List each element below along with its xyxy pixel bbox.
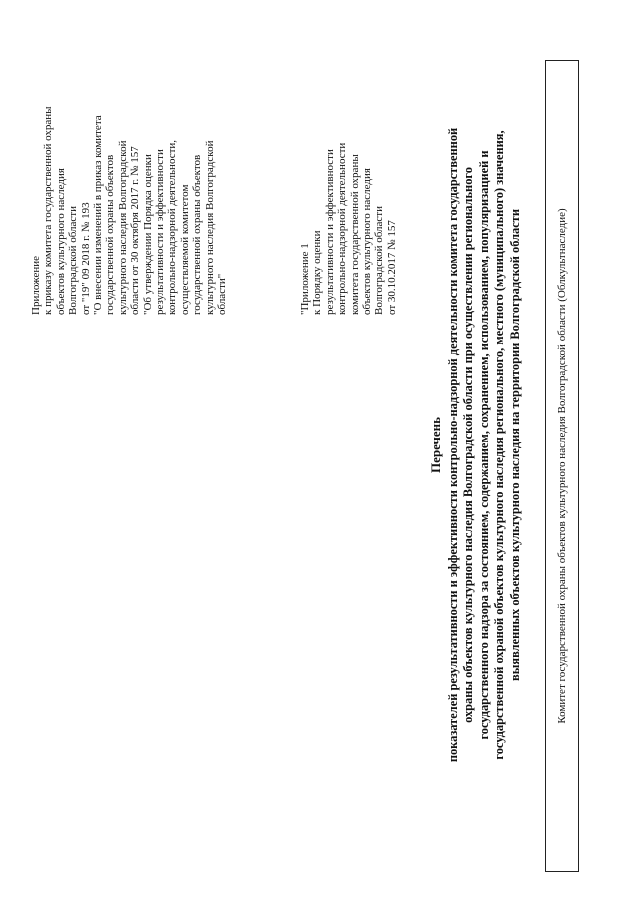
appendix-line: результативности и эффективности <box>154 149 167 315</box>
appendix-line: культурного наследия Волгоградской <box>116 140 129 315</box>
title-heading: Перечень <box>428 416 443 474</box>
appendix-line: контрольно-надзорной деятельности, <box>166 139 179 315</box>
appendix-procedure-reference <box>299 55 398 315</box>
appendix-line: Волгоградской области <box>373 206 386 315</box>
appendix-line: к приказу комитета государственной охраны <box>42 106 55 315</box>
document-title <box>428 45 524 845</box>
title-line: показателей результативности и эффективности контрольно-надзорной деятельности комитета государственной <box>445 127 460 763</box>
title-line: государственной охраной объектов культурного наследия регионального, местного (муниципального) значения, <box>492 130 507 760</box>
appendix-order-reference <box>30 55 229 315</box>
appendix-line: "Об утверждении Порядка оценки <box>141 154 154 315</box>
appendix-line: от "19" 09 2018 г. № 193 <box>79 202 92 315</box>
appendix-line: объектов культурного наследия <box>361 168 374 315</box>
appendix-line: к Порядку оценки <box>311 230 324 315</box>
appendix-line: Волгоградской области <box>67 206 80 315</box>
appendix-line: результативности и эффективности <box>323 149 336 315</box>
appendix-line: "О внесении изменений в приказ комитета <box>92 115 105 315</box>
title-line: выявленных объектов культурного наследия на территории Волгоградской области <box>507 209 522 681</box>
appendix-line: культурного наследия Волгоградской <box>203 140 216 315</box>
appendix-line: объектов культурного наследия <box>54 168 67 315</box>
title-line: охраны объектов культурного наследия Волгоградской области при осуществлении регионального <box>461 167 476 723</box>
appendix-line: области" <box>216 273 229 315</box>
appendix-line: государственной охраны объектов <box>104 154 117 315</box>
agency-name-box <box>545 60 579 872</box>
appendix-line: от 30.10.2017 № 157 <box>385 220 398 315</box>
appendix-line: осуществляемой комитетом <box>178 184 191 315</box>
appendix-line: государственной охраны объектов <box>191 154 204 315</box>
agency-name: Комитет государственной охраны объектов культурного наследия Волгоградской области (Облкультнаследие) <box>556 208 568 724</box>
appendix-line: "Приложение 1 <box>299 243 311 315</box>
appendix-line: комитета государственной охраны <box>348 154 361 315</box>
appendix-line: Приложение <box>30 255 42 315</box>
title-line: государственного надзора за состоянием, содержанием, сохранением, использованием, популяризацией и <box>476 150 491 740</box>
appendix-line: области от 30 октября 2017 г. № 157 <box>129 146 142 315</box>
appendix-line: контрольно-надзорной деятельности <box>336 142 349 315</box>
